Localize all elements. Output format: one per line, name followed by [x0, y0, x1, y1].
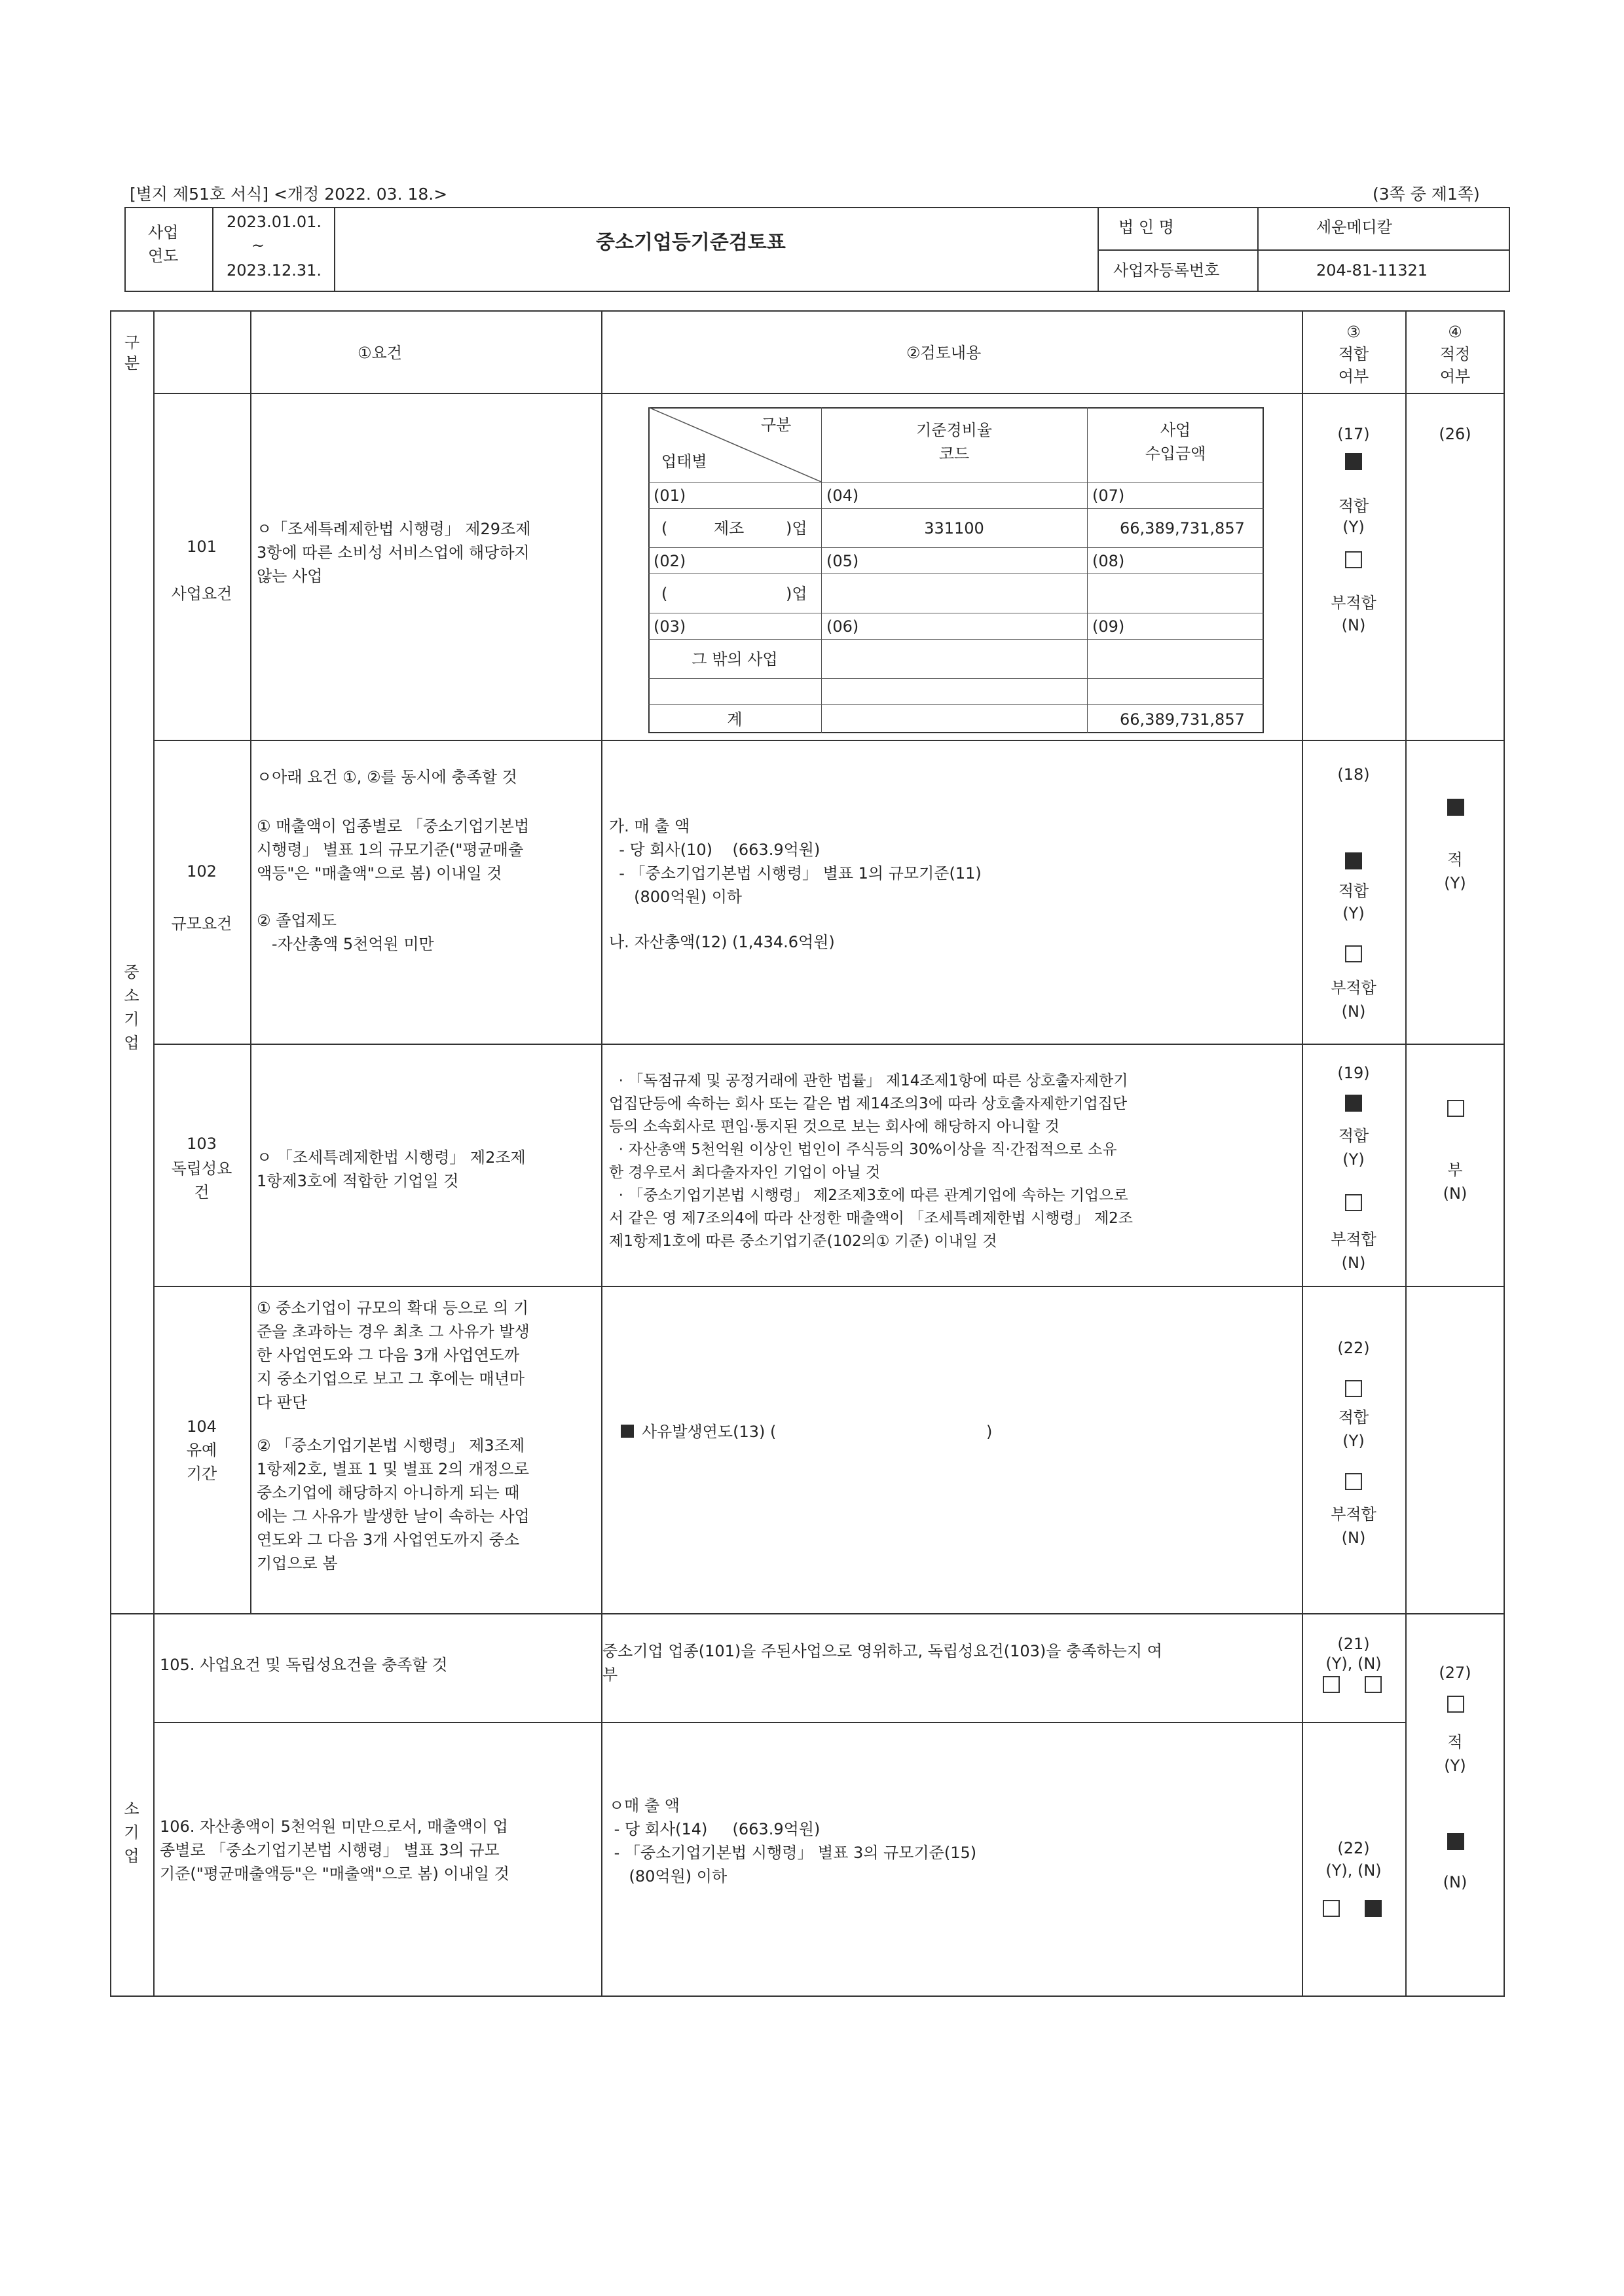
r104-name-2: 기간 [186, 1465, 217, 1483]
section-sme-1: 중 [124, 963, 139, 981]
r104-fit-y: 적합 [1338, 1408, 1369, 1427]
r106-review: ㅇ매 출 액 - 당 회사(14) (663.9억원) - 「중소기업기본법 시행령」 별표 3의 규모기준(15) (80억원) 이하 [609, 1796, 977, 1886]
r101-c07: (07) [1092, 486, 1125, 505]
r101-h-amt-1: 사업 [1160, 421, 1191, 439]
r106-fit-n-checkbox[interactable] [1365, 1900, 1382, 1917]
r101-biz2-close: )업 [786, 585, 807, 603]
r104-review: 사유발생연도(13) ( [642, 1423, 777, 1441]
r101-req: ㅇ「조세특례제한법 시행령」 제29조제 3항에 따른 소비성 서비스업에 해당하지 않는 사업 [257, 520, 531, 585]
r101-code1: 331100 [924, 519, 984, 538]
period-tilde: ~ [251, 236, 265, 255]
r101-c02: (02) [654, 552, 686, 570]
r105-ok-1: 적 [1447, 1733, 1463, 1751]
col-ok-no: ④ [1448, 323, 1462, 341]
r104-fit-code: (22) [1337, 1339, 1370, 1357]
r106-fit-code: (22) [1337, 1839, 1370, 1857]
r101-c08: (08) [1092, 552, 1125, 570]
r101-total-amt: 66,389,731,857 [1120, 710, 1245, 729]
r105-req: 105. 사업요건 및 독립성요건을 충족할 것 [160, 1656, 448, 1674]
form-title: 중소기업등기준검토표 [596, 231, 786, 254]
r106-ok-checkbox[interactable] [1447, 1833, 1464, 1850]
r101-ok-code: (26) [1439, 425, 1471, 443]
r105-ok-code: (27) [1439, 1664, 1471, 1682]
r105-fit-y-checkbox[interactable] [1323, 1676, 1340, 1693]
r103-fit-n2: (N) [1341, 1254, 1366, 1272]
col-fit-2: 여부 [1338, 367, 1369, 386]
r103-ok-2: (N) [1443, 1184, 1467, 1203]
r102-ok-1: 적 [1447, 850, 1463, 869]
r101-fit-y-checkbox[interactable] [1345, 453, 1362, 470]
r101-h-code-1: 기준경비율 [916, 421, 992, 439]
r103-fit-y: 적합 [1338, 1127, 1369, 1145]
r101-h-biz: 업태별 [661, 452, 707, 471]
col-req: ①요건 [358, 344, 402, 362]
r102-lead: ㅇ아래 요건 ①, ②를 동시에 충족할 것 [257, 768, 517, 786]
page-info: (3쪽 중 제1쪽) [1373, 185, 1480, 204]
corp-name-label: 법 인 명 [1118, 218, 1174, 236]
r101-h-amt-2: 수입금액 [1145, 445, 1206, 463]
r103-fit-y-checkbox[interactable] [1345, 1095, 1362, 1112]
r101-h-code-2: 코드 [938, 445, 970, 463]
section-sme-2: 소 [124, 987, 139, 1005]
period-end: 2023.12.31. [227, 261, 322, 280]
col-review: ②검토내용 [906, 344, 982, 362]
r105-ok-2: (Y) [1444, 1757, 1466, 1775]
r103-review: · 「독점규제 및 공정거래에 관한 법률」 제14조제1항에 따른 상호출자제한기 업집단등에 속하는 회사 또는 같은 법 제14조의3에 따라 상호출자제한기업집단 등의 소속회사로 편입·통지된 것으로 보는 회사에 해당하지 아니할 것 · 자산총액 5천억원 이상인 법인이 주식등의 30%이상을 직·간접적으로 소유 한 경우로서 최다출자자인 기업이 아닐 것 · 「중소기업기본법 시행령」 제2조제3호에 따른 관계기업에 속하는 기업으로 서 같은 영 제7조의4에 따라 산정한 매출액이 「조세특례제한법 시행령」 제2조 제1항제1호에 따른 중소기업기준(102의① 기준) 이내일 것 [609, 1072, 1134, 1250]
r103-fit-y2: (Y) [1342, 1150, 1365, 1169]
col-fit-no: ③ [1346, 323, 1361, 341]
r101-other: 그 밖의 사업 [692, 650, 778, 668]
r102-name: 규모요건 [171, 915, 232, 933]
r101-num: 101 [187, 538, 217, 556]
r103-ok-checkbox[interactable] [1447, 1100, 1464, 1117]
biz-no-label: 사업자등록번호 [1113, 261, 1220, 280]
r104-bullet-square-icon [621, 1425, 634, 1438]
r101-c06: (06) [826, 617, 859, 636]
r101-biz2-open: ( [661, 585, 668, 603]
r106-ok-n: (N) [1443, 1873, 1467, 1891]
corp-name: 세운메디칼 [1316, 218, 1392, 236]
r105-fit-code: (21) [1337, 1635, 1370, 1653]
r101-name: 사업요건 [171, 585, 232, 603]
r101-c09: (09) [1092, 617, 1125, 636]
col-fit-1: 적합 [1338, 345, 1369, 363]
r102-fit-y: 적합 [1338, 882, 1369, 900]
r102-fit-n: 부적합 [1331, 979, 1376, 997]
period-start: 2023.01.01. [227, 213, 322, 231]
r104-num: 104 [187, 1417, 217, 1436]
r101-biz1-open: ( [661, 519, 668, 538]
r101-fit-n2: (N) [1341, 616, 1366, 634]
r103-fit-code: (19) [1337, 1064, 1370, 1082]
r104-fit-y2: (Y) [1342, 1432, 1365, 1450]
year-label: 사업 [148, 223, 179, 242]
col-ok-2: 여부 [1439, 367, 1471, 386]
r104-fit-y-checkbox[interactable] [1345, 1380, 1362, 1397]
r105-fit-n-checkbox[interactable] [1365, 1676, 1382, 1693]
r101-biz1-close: )업 [786, 519, 807, 538]
r101-c03: (03) [654, 617, 686, 636]
r101-h-gubun: 구분 [761, 416, 792, 434]
biz-no: 204-81-11321 [1316, 261, 1428, 280]
r102-req: ① 매출액이 업종별로 「중소기업기본법 시행령」 별표 1의 규모기준("평균매출 액등"은 "매출액"으로 봄) 이내일 것 [257, 817, 530, 883]
r102-fit-y-checkbox[interactable] [1345, 852, 1362, 869]
r104-fit-n2: (N) [1341, 1529, 1366, 1547]
r102-review-a: 가. 매 출 액 - 당 회사(10) (663.9억원) - 「중소기업기본법 시행령」 별표 1의 규모기준(11) (800억원) 이하 [609, 817, 982, 906]
section-sme-4: 업 [124, 1034, 139, 1052]
r102-fit-y2: (Y) [1342, 904, 1365, 922]
r102-fit-n2: (N) [1341, 1002, 1366, 1021]
r103-fit-n-checkbox[interactable] [1345, 1194, 1362, 1211]
section-small-1: 소 [124, 1800, 139, 1818]
r104-req: ① 중소기업이 규모의 확대 등으로 의 기 준을 초과하는 경우 최초 그 사유가 발생 한 사업연도와 그 다음 3개 사업연도까 지 중소기업으로 보고 그 후에는 매년마 다 판단 [257, 1299, 530, 1412]
r104-fit-n: 부적합 [1331, 1505, 1376, 1523]
r102-fit-code: (18) [1337, 765, 1370, 784]
r103-num: 103 [187, 1135, 217, 1153]
r102-review-b: 나. 자산총액(12) (1,434.6억원) [609, 933, 835, 951]
r104-fit-n-checkbox[interactable] [1345, 1473, 1362, 1490]
r102-ok-checkbox[interactable] [1447, 799, 1464, 816]
r101-amt1: 66,389,731,857 [1120, 519, 1245, 538]
r101-biz1-name: 제조 [714, 519, 745, 538]
section-sme-3: 기 [124, 1010, 139, 1029]
r101-c05: (05) [826, 552, 859, 570]
r101-fit-n-checkbox[interactable] [1345, 551, 1362, 568]
r101-c01: (01) [654, 486, 686, 505]
col-gubun-2: 분 [124, 354, 140, 373]
r104-review-close: ) [986, 1423, 993, 1441]
r101-c04: (04) [826, 486, 859, 505]
r102-num: 102 [187, 862, 217, 881]
r104-name-1: 유예 [186, 1441, 217, 1459]
r101-fit-y2: (Y) [1342, 518, 1365, 536]
r101-fit-code: (17) [1337, 425, 1370, 443]
r102-req2: ② 졸업제도 -자산총액 5천억원 미만 [257, 911, 434, 953]
col-gubun-1: 구 [124, 333, 140, 352]
r106-fit-y-checkbox[interactable] [1323, 1900, 1340, 1917]
r105-ok-checkbox[interactable] [1447, 1696, 1464, 1713]
section-small-3: 업 [124, 1847, 139, 1865]
form-caption: [별지 제51호 서식] <개정 2022. 03. 18.> [130, 185, 448, 204]
r102-ok-2: (Y) [1444, 874, 1466, 892]
r102-fit-n-checkbox[interactable] [1345, 945, 1362, 962]
r106-req: 106. 자산총액이 5천억원 미만으로서, 매출액이 업 종별로 「중소기업기본법 시행령」 별표 3의 규모 기준("평균매출액등"은 "매출액"으로 봄) 이내일 것 [160, 1817, 509, 1883]
year-label-2: 연도 [148, 247, 179, 265]
r104-req2: ② 「중소기업기본법 시행령」 제3조제 1항제2호, 별표 1 및 별표 2의 개정으로 중소기업에 해당하지 아니하게 되는 때 에는 그 사유가 발생한 날이 속하는 사업 연도와 그 다음 3개 사업연도까지 중소 기업으로 봄 [257, 1436, 530, 1573]
r103-req: ㅇ 「조세특례제한법 시행령」 제2조제 1항제3호에 적합한 기업일 것 [257, 1148, 526, 1190]
r103-fit-n: 부적합 [1331, 1230, 1376, 1248]
r103-name-2: 건 [194, 1183, 210, 1201]
r105-review: 중소기업 업종(101)을 주된사업으로 영위하고, 독립성요건(103)을 충족하는지 여 부 [602, 1642, 1162, 1684]
r101-total-label: 계 [727, 710, 743, 729]
section-small-2: 기 [124, 1823, 139, 1842]
r101-fit-n: 부적합 [1331, 594, 1376, 612]
r101-fit-y: 적합 [1338, 497, 1369, 515]
col-ok-1: 적정 [1439, 345, 1471, 363]
r106-fit-yn: (Y), (N) [1325, 1861, 1382, 1880]
r103-ok-1: 부 [1447, 1161, 1463, 1179]
r103-name-1: 독립성요 [171, 1159, 232, 1178]
r105-fit-yn: (Y), (N) [1325, 1654, 1382, 1673]
